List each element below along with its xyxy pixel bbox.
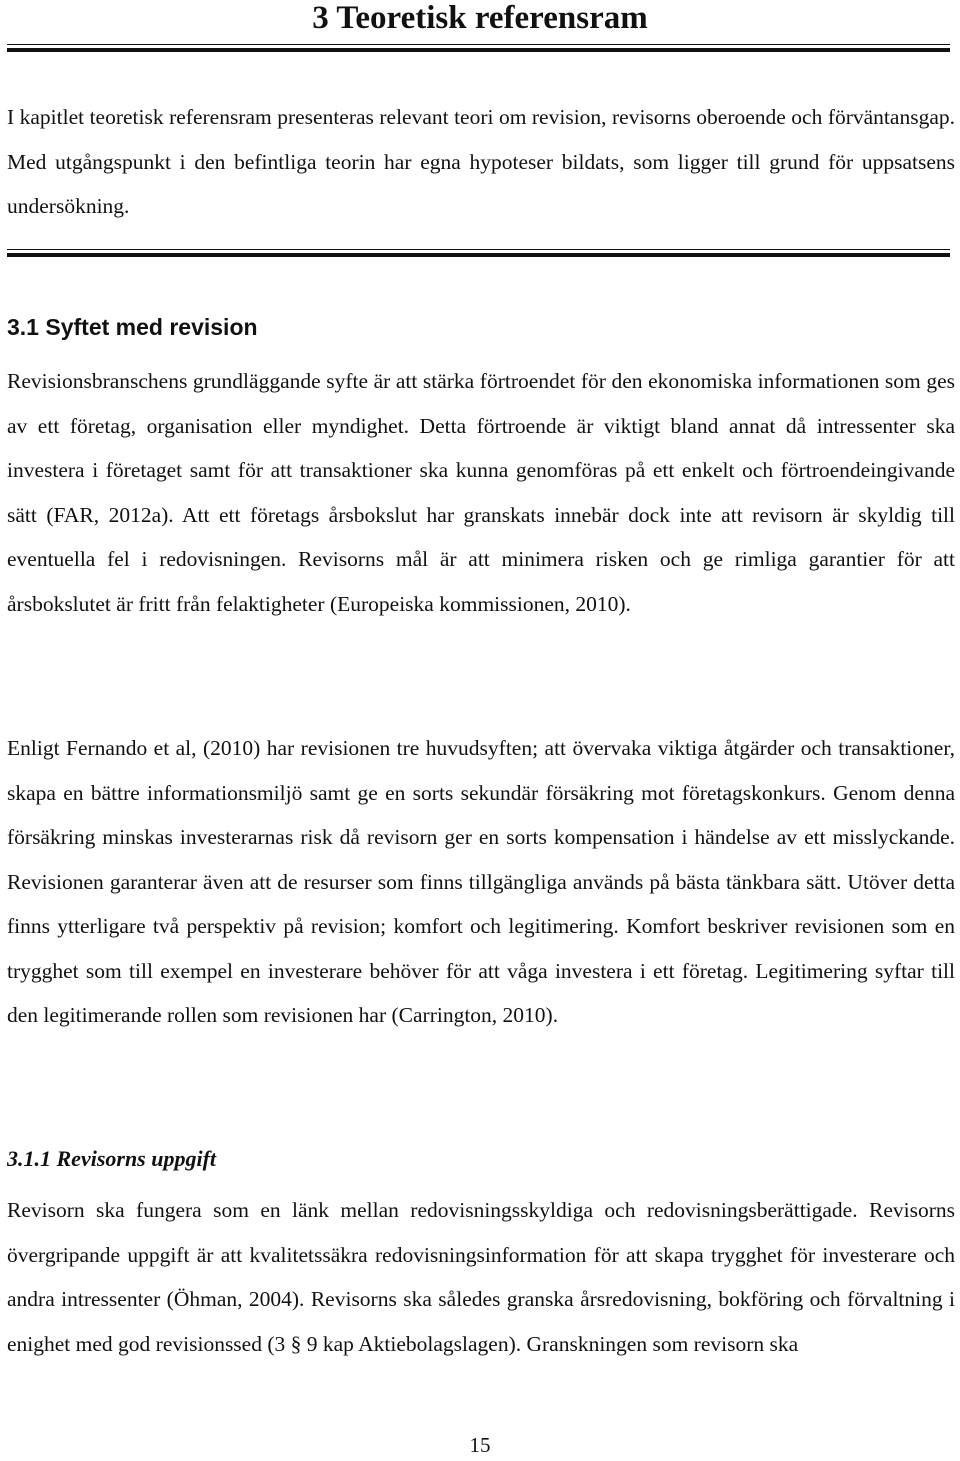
intro-paragraph: I kapitlet teoretisk referensram presenteras relevant teori om revision, revisorns oberoende och förväntansgap. Med utgångspunkt i den befintliga teorin har egna hypoteser bildats, som ligger till grund för uppsatsens undersökning. bbox=[7, 105, 955, 218]
intro-divider bbox=[7, 249, 950, 257]
section-3-1-paragraph-2: Enligt Fernando et al, (2010) har revisionen tre huvudsyften; att övervaka viktiga åtgärder och transaktioner, skapa en bättre informationsmiljö samt ge en sorts sekundär försäkring mot företagskonkurs. Genom denna försäkring minskas investerarnas risk då revisorn ger en sorts kompensation i händelse av ett misslyckande. Revisionen garanterar även att de resurser som finns tillgängliga används på bästa tänkbara sätt. Utöver detta finns ytterligare två perspektiv på revision; komfort och legitimering. Komfort beskriver revisionen som en trygghet som till exempel en investerare behöver för att våga investera i ett företag. Legitimering syftar till den legitimerande rollen som revisionen har (Carrington, 2010). bbox=[7, 736, 955, 1027]
title-divider bbox=[7, 44, 950, 52]
page-number: 15 bbox=[469, 1433, 491, 1457]
section-heading-3-1: 3.1 Syftet med revision bbox=[7, 314, 258, 340]
chapter-title: 3 Teoretisk referensram bbox=[312, 0, 648, 36]
section-3-1-1-paragraph-1: Revisorn ska fungera som en länk mellan redovisningsskyldiga och redovisningsberättigade. Revisorns övergripande uppgift är att kvalitetssäkra redovisningsinformation för att skapa trygghet för investerare och andra intressenter (Öhman, 2004). Revisorns ska således granska årsredovisning, bokföring och förvaltning i enighet med god revisionssed (3 § 9 kap Aktiebolagslagen). Granskningen som revisorn ska bbox=[7, 1198, 955, 1356]
section-heading-3-1-1: 3.1.1 Revisorns uppgift bbox=[7, 1146, 217, 1171]
section-3-1-paragraph-1: Revisionsbranschens grundläggande syfte är att stärka förtroendet för den ekonomiska informationen som ges av ett företag, organisation eller myndighet. Detta förtroende är viktigt bland annat då intressenter ska investera i företaget samt för att transaktioner ska kunna genomföras på ett enkelt och förtroendeingivande sätt (FAR, 2012a). Att ett företags årsbokslut har granskats innebär dock inte att revisorn är skyldig till eventuella fel i redovisningen. Revisorns mål är att minimera risken och ge rimliga garantier för att årsbokslutet är fritt från felaktigheter (Europeiska kommissionen, 2010). bbox=[7, 369, 955, 616]
